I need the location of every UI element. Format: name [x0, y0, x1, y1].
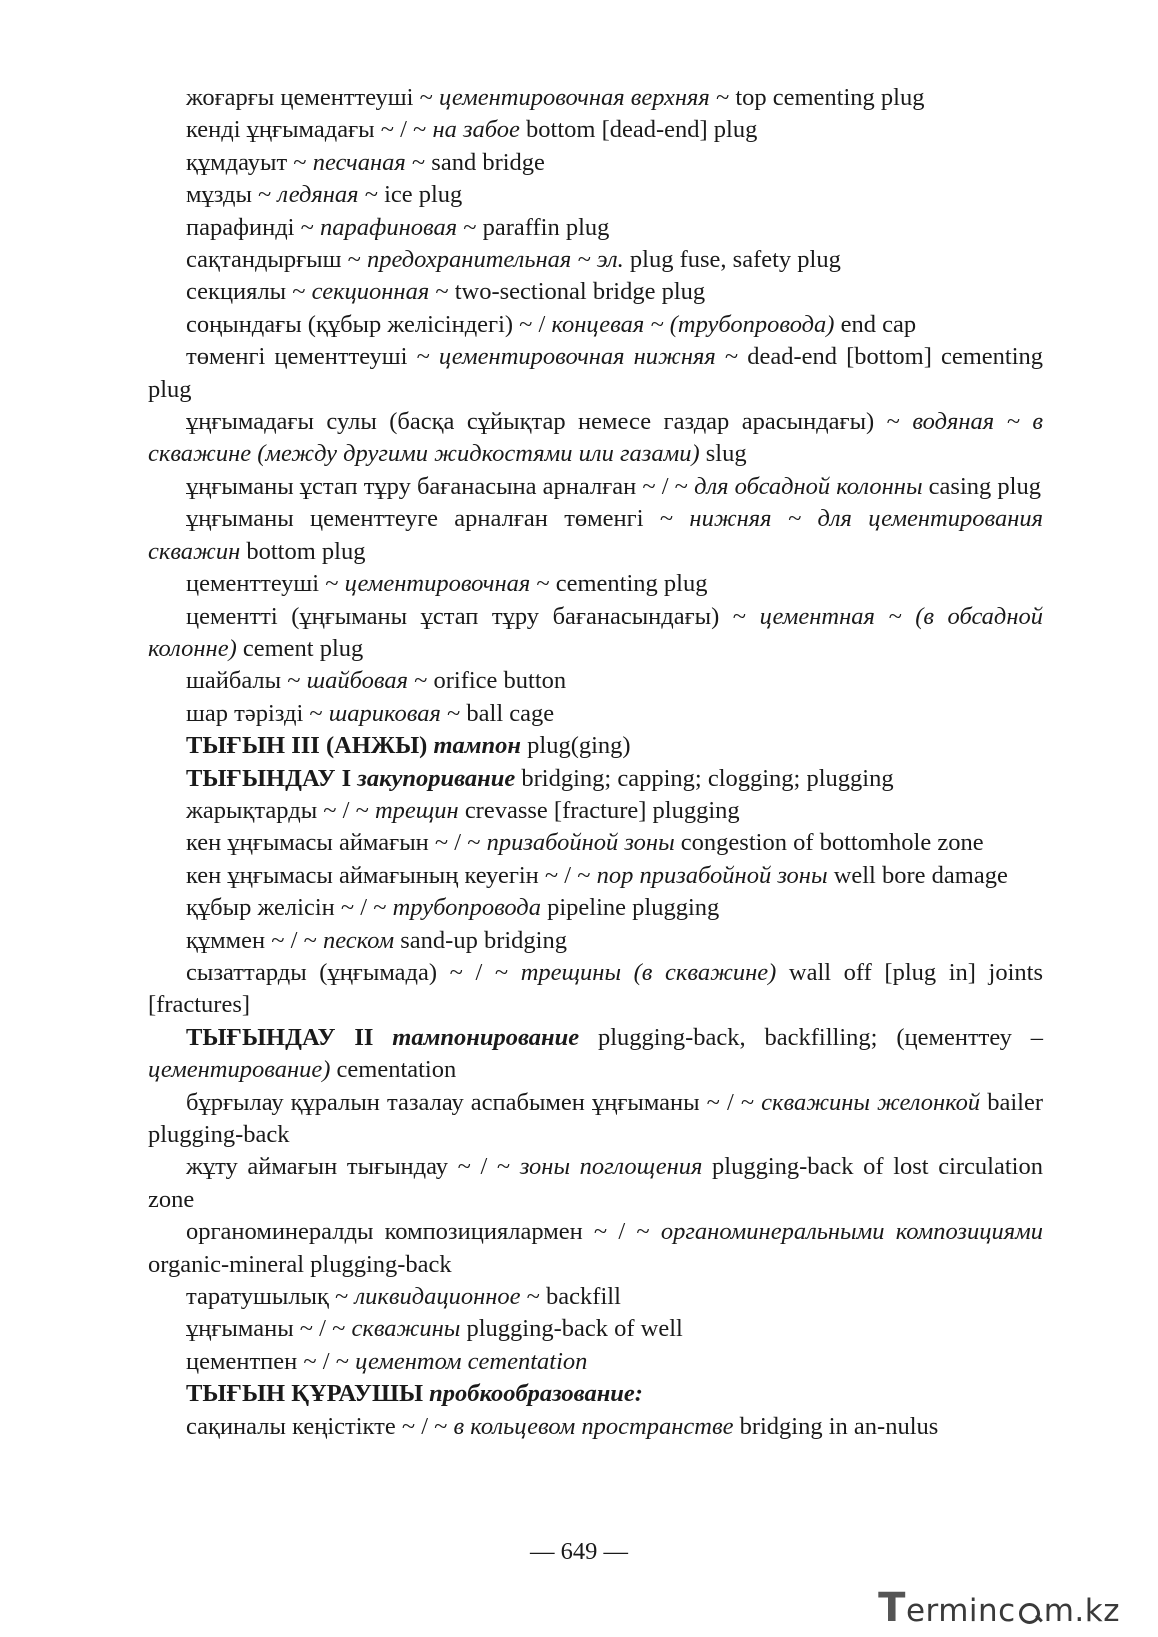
- dictionary-entry: [148, 568, 1043, 600]
- entry-text: sand-up bridging: [394, 926, 567, 954]
- entry-text: шайбалы ~: [186, 667, 307, 695]
- entry-russian-term: для обсадной колонны: [694, 472, 923, 500]
- entry-russian-term: пор призабойной зоны: [596, 861, 828, 889]
- entry-text: жарықтарды ~ / ~: [186, 796, 375, 824]
- entry-text: цементті (ұңғыманы ұстап тұру бағанасындағы) ~: [186, 602, 760, 630]
- dictionary-entry: [148, 1151, 1043, 1216]
- entry-russian-term: цементом сementation: [355, 1347, 588, 1375]
- entry-text: plug(ging): [521, 732, 631, 760]
- entry-text: таратушылық ~: [186, 1283, 355, 1311]
- entry-headword: пробкообразование:: [429, 1380, 643, 1408]
- entry-text: wall off [plug in] joints [fractures]: [148, 958, 1043, 1019]
- entry-russian-term: органоминеральными композициями: [660, 1218, 1043, 1246]
- entry-text: жоғарғы цементтеуші ~: [186, 84, 439, 111]
- dictionary-entry: [148, 730, 1043, 762]
- entry-russian-term: песком: [322, 926, 395, 954]
- page-number: — 649 —: [530, 1538, 628, 1565]
- entry-headword: тампонирование: [392, 1023, 580, 1051]
- dictionary-entry: [148, 212, 1043, 244]
- entry-text: құммен ~ / ~: [186, 926, 323, 954]
- dictionary-entry: [148, 860, 1043, 892]
- entry-russian-term: шариковая: [328, 699, 441, 727]
- dictionary-entry: [148, 925, 1043, 957]
- entry-russian-term: на забое: [432, 116, 520, 144]
- entry-russian-term: призабойной зоны: [486, 829, 675, 857]
- entry-headword: ТЫҒЫНДАУ II: [186, 1023, 393, 1051]
- entry-text: congestion of bottomhole zone: [674, 829, 984, 857]
- dictionary-entry: [148, 1346, 1043, 1378]
- dictionary-entry: [148, 698, 1043, 730]
- dictionary-entry: [148, 665, 1043, 697]
- entry-text: bottom [dead-end] plug: [519, 116, 758, 144]
- entry-text: цементтеуші ~: [186, 570, 345, 598]
- entry-text: кенді ұңғымадағы ~ / ~: [186, 116, 433, 144]
- entry-text: ~ two-sectional bridge plug: [429, 278, 706, 306]
- entry-text: ~ ice plug: [358, 181, 463, 209]
- entry-headword: ТЫҒЫН ҚҰРАУШЫ: [186, 1380, 430, 1408]
- entry-text: шар тәрізді ~: [186, 699, 329, 727]
- entry-text: ұңғымадағы сулы (басқа сұйықтар немесе газдар арасындағы) ~: [186, 408, 913, 436]
- dictionary-entry: [148, 601, 1043, 666]
- entry-text: bridging in an-nulus: [733, 1412, 939, 1440]
- magnifier-icon: [1017, 1600, 1043, 1624]
- entry-russian-term: цементировочная нижняя: [438, 343, 716, 371]
- dictionary-entry: [148, 341, 1043, 406]
- entry-text: ~ cementing plug: [530, 570, 708, 598]
- entry-headword: закупоривание: [357, 764, 516, 792]
- entry-text: ~ top cementing plug: [709, 84, 925, 111]
- entry-text: сақиналы кеңістікте ~ / ~: [186, 1412, 454, 1440]
- entry-text: cement plug: [236, 634, 364, 662]
- entry-text: plugging-back of lost circulation zone: [148, 1153, 1043, 1213]
- entry-russian-term: в кольцевом пространстве: [453, 1412, 734, 1440]
- entry-text: сызаттарды (ұңғымада) ~ / ~: [186, 958, 521, 986]
- entry-headword: ТЫҒЫН III (АНЖЫ): [186, 732, 434, 760]
- entry-russian-term: цементировочная верхняя: [438, 84, 710, 111]
- dictionary-entry: [148, 892, 1043, 924]
- entry-russian-term: скважины желонкой: [761, 1088, 981, 1116]
- dictionary-entry: [148, 179, 1043, 211]
- entry-text: ~ ball cage: [440, 699, 555, 727]
- entry-russian-term: нижняя ~ для цементирования скважин: [148, 505, 1043, 565]
- entry-text: organic-mineral plugging-back: [148, 1250, 452, 1278]
- entry-text: cementation: [330, 1056, 457, 1084]
- entry-russian-term: предохранительная ~ эл.: [367, 246, 624, 274]
- entry-text: құбыр желісін ~ / ~: [186, 894, 393, 922]
- dictionary-entry: [148, 1087, 1043, 1152]
- dictionary-entry: [148, 1281, 1043, 1313]
- dictionary-entry: [148, 244, 1043, 276]
- entry-russian-term: песчаная: [312, 148, 406, 176]
- dictionary-entry: [148, 309, 1043, 341]
- entry-russian-term: трещин: [374, 796, 459, 824]
- entry-text: ~ backfill: [520, 1283, 621, 1311]
- dictionary-entry: [148, 763, 1043, 795]
- watermark-text-part2: m.kz: [1043, 1593, 1120, 1629]
- entry-russian-term: цементная ~ (в обсадной колонне): [148, 602, 1043, 662]
- dictionary-entry: [148, 114, 1043, 146]
- entry-russian-term: концевая ~ (трубопровода): [551, 310, 835, 338]
- entry-text: plug fuse, safety plug: [623, 246, 841, 274]
- entry-list: [148, 82, 1043, 1443]
- entry-text: bottom plug: [240, 537, 366, 565]
- entry-text: plugging-back, backfilling; (цементтеу –: [579, 1023, 1044, 1051]
- entry-text: pipeline plugging: [540, 894, 720, 922]
- entry-text: бұрғылау құралын тазалау аспабымен ұңғыманы ~ / ~: [186, 1088, 762, 1116]
- entry-text: ұңғыманы цементтеуге арналған төменгі ~: [186, 505, 690, 533]
- entry-russian-term: цементировочная: [344, 570, 531, 598]
- entry-text: құмдауыт ~: [186, 148, 313, 176]
- entry-text: ~ paraffin plug: [457, 213, 610, 241]
- entry-text: ~ orifice button: [407, 667, 567, 695]
- dictionary-entry: [148, 276, 1043, 308]
- entry-text: crevasse [fracture] plugging: [458, 796, 740, 824]
- entry-text: ұңғыманы ұстап тұру бағанасына арналған ~ / ~: [186, 472, 695, 500]
- entry-text: жұту аймағын тығындау ~ / ~: [186, 1153, 520, 1181]
- entry-text: кен ұңғымасы аймағын ~ / ~: [186, 829, 487, 857]
- entry-russian-term: ликвидационное: [354, 1283, 521, 1311]
- dictionary-entry: [148, 406, 1043, 471]
- entry-text: төменгі цементтеуші ~: [186, 343, 439, 371]
- entry-russian-term: скважины: [351, 1315, 461, 1343]
- entry-russian-term: трещины (в скважине): [520, 958, 777, 986]
- entry-text: end cap: [834, 310, 917, 338]
- dictionary-entry: [148, 957, 1043, 1022]
- dictionary-entry: [148, 503, 1043, 568]
- dictionary-entry: [148, 827, 1043, 859]
- entry-text: мұзды ~: [186, 181, 278, 209]
- entry-text: casing plug: [922, 472, 1041, 500]
- entry-russian-term: секционная: [311, 278, 430, 306]
- entry-text: bailer plugging-back: [148, 1088, 1043, 1148]
- entry-text: ұңғыманы ~ / ~: [186, 1315, 352, 1343]
- dictionary-entry: [148, 1378, 1043, 1410]
- entry-russian-term: ледяная: [277, 181, 359, 209]
- entry-russian-term: трубопровода: [392, 894, 541, 922]
- entry-text: органоминералды композициялармен ~ / ~: [186, 1218, 661, 1246]
- termincom-watermark-logo: [878, 1585, 1120, 1631]
- dictionary-entry: [148, 1216, 1043, 1281]
- entry-headword: ТЫҒЫНДАУ I: [186, 764, 358, 792]
- entry-text: парафинді ~: [186, 213, 320, 241]
- entry-russian-term: парафиновая: [319, 213, 458, 241]
- watermark-text-part1: erminc: [905, 1593, 1016, 1629]
- dictionary-page: [148, 82, 1043, 1443]
- entry-text: кен ұңғымасы аймағының кеуегін ~ / ~: [186, 861, 597, 889]
- dictionary-entry: [148, 471, 1043, 503]
- entry-russian-term: зоны поглощения: [519, 1153, 703, 1181]
- entry-russian-term: шайбовая: [306, 667, 408, 695]
- entry-text: цементпен ~ / ~: [186, 1347, 356, 1375]
- dictionary-entry: [148, 1411, 1043, 1443]
- entry-text: сақтандырғыш ~: [186, 246, 367, 274]
- entry-text: ~ sand bridge: [405, 148, 545, 176]
- entry-headword: тампон: [433, 732, 522, 760]
- entry-russian-term: водяная ~ в скважине (между другими жидкостями или газами): [148, 408, 1043, 468]
- dictionary-entry: [148, 795, 1043, 827]
- dictionary-entry: [148, 1022, 1043, 1087]
- entry-text: bridging; capping; clogging; plugging: [515, 764, 894, 792]
- entry-text: slug: [699, 440, 747, 468]
- entry-text: well bore damage: [827, 861, 1008, 889]
- entry-text: plugging-back of well: [460, 1315, 683, 1343]
- dictionary-entry: [148, 82, 1043, 114]
- dictionary-entry: [148, 147, 1043, 179]
- watermark-letter-t: T: [878, 1585, 906, 1631]
- dictionary-entry: [148, 1313, 1043, 1345]
- entry-text: соңындағы (құбыр желісіндегі) ~ /: [186, 310, 552, 338]
- entry-text: ~ dead-end [bottom] cementing plug: [148, 343, 1043, 403]
- entry-russian-term: цементирование): [148, 1056, 331, 1084]
- entry-text: секциялы ~: [186, 278, 312, 306]
